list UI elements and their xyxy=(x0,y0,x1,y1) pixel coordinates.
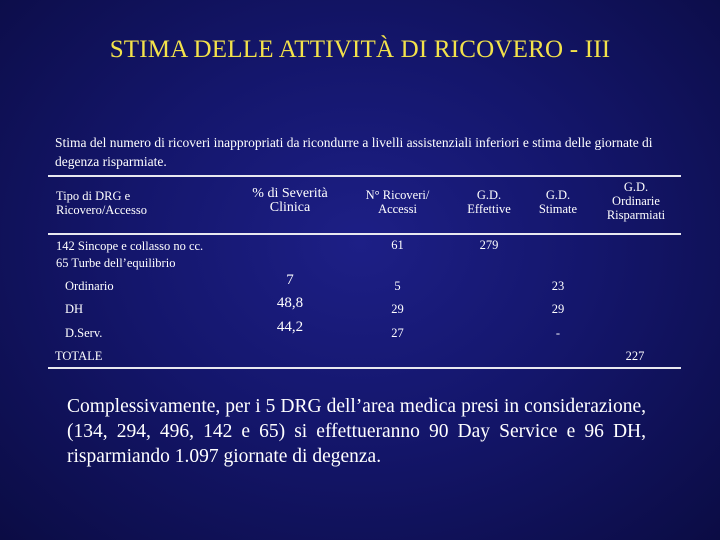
header-effettive: G.D. Effettive xyxy=(467,188,511,216)
summary-text: Complessivamente, per i 5 DRG dell’area medica presi in considerazione, (134, 294, 496, 142 e 65) si effettueranno 90 Day Service e 96 DH, risparmiando 1.097 giornate di degenza. xyxy=(67,396,646,467)
table-header-rule xyxy=(48,233,681,235)
header-ricoveri: N° Ricoveri/ Accessi xyxy=(365,188,430,216)
intro-text: Stima del numero di ricoveri inappropriati da ricondurre a livelli assistenziali inferiori e stima delle giornate di degenza risparmiate. xyxy=(55,135,653,169)
drg-effettive: 279 xyxy=(479,238,499,252)
row-dserv-ricoveri: 27 xyxy=(391,326,404,340)
drg-ricoveri: 61 xyxy=(391,238,404,252)
header-severita: % di Severità Clinica xyxy=(252,186,328,215)
row-dserv-severita: 44,2 xyxy=(276,319,304,335)
header-risparmiati: G.D. Ordinarie Risparmiati xyxy=(606,180,666,222)
row-dh-label: DH xyxy=(65,302,84,316)
table-top-rule xyxy=(48,175,681,177)
row-ordinario-ricoveri: 5 xyxy=(394,279,401,293)
row-ordinario-severita: 7 xyxy=(286,272,294,288)
row-dserv-stimate: - xyxy=(555,326,561,340)
header-stimate: G.D. Stimate xyxy=(538,188,578,216)
totale-risparmiati: 227 xyxy=(625,349,645,363)
row-dh-ricoveri: 29 xyxy=(391,302,404,316)
header-tipo: Tipo di DRG e Ricovero/Accesso xyxy=(56,189,147,217)
slide-title: STIMA DELLE ATTIVITÀ DI RICOVERO - III xyxy=(109,36,611,63)
table-bottom-rule xyxy=(48,367,681,369)
drg-label: 142 Sincope e collasso no cc. 65 Turbe dell’equilibrio xyxy=(56,239,204,270)
totale-label: TOTALE xyxy=(55,349,103,363)
row-dh-stimate: 29 xyxy=(551,302,565,316)
row-dh-severita: 48,8 xyxy=(276,295,304,311)
row-dserv-label: D.Serv. xyxy=(65,326,103,340)
row-ordinario-stimate: 23 xyxy=(551,279,565,293)
row-ordinario-label: Ordinario xyxy=(65,279,114,293)
